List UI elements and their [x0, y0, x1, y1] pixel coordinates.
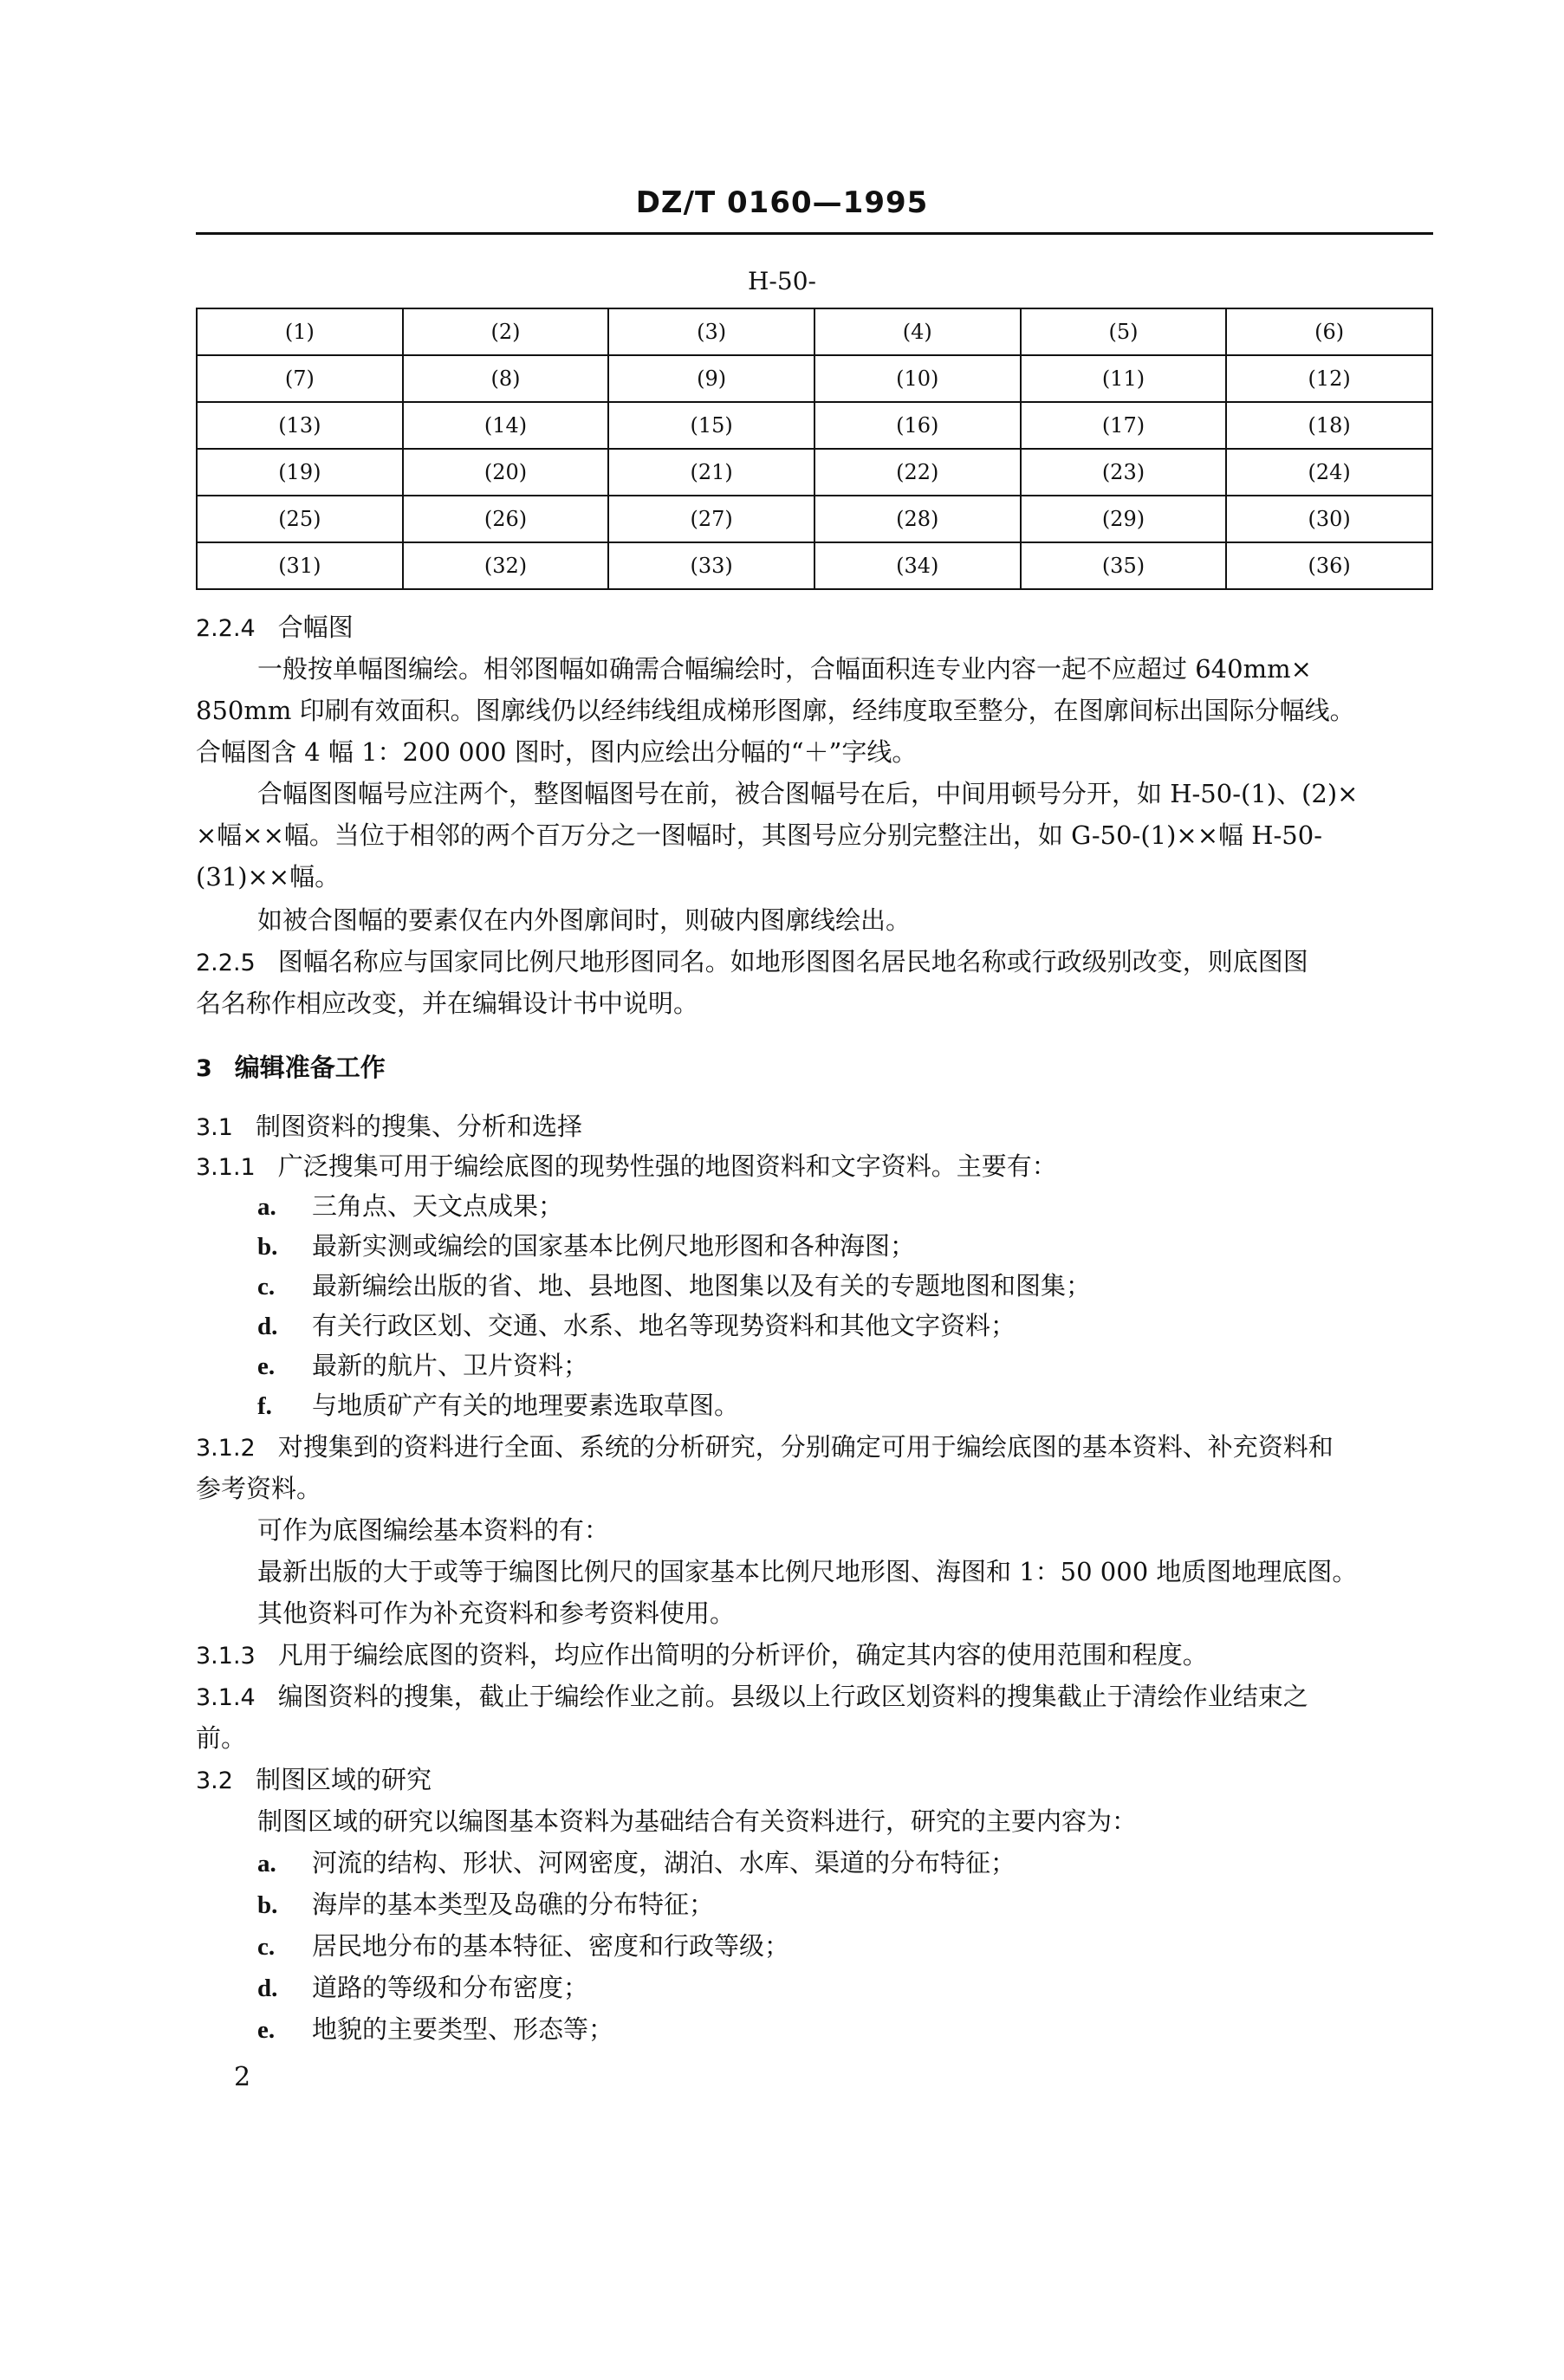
table-cell: (14) [403, 402, 609, 449]
table-cell: (35) [1021, 542, 1227, 589]
paragraph-line: 最新出版的大于或等于编图比例尺的国家基本比例尺地形图、海图和 1：50 000 地质图地理底图。 [257, 1557, 1358, 1586]
section-number: 3.1.3 [196, 1643, 256, 1670]
list-item-text: 最新实测或编绘的国家基本比例尺地形图和各种海图； [312, 1231, 916, 1261]
section-number: 2.2.5 [196, 950, 256, 976]
list-item-text: 地貌的主要类型、形态等； [312, 2014, 614, 2044]
header-rule [196, 232, 1433, 235]
table-cell: (30) [1226, 496, 1432, 542]
list-item-text: 最新编绘出版的省、地、县地图、地图集以及有关的专题地图和图集； [312, 1271, 1092, 1300]
list-item-label: b. [257, 1891, 278, 1919]
paragraph-text: 图幅名称应与国家同比例尺地形图同名。如地形图图名居民地名称或行政级别改变，则底图图 [277, 947, 1308, 976]
paragraph-text: 广泛搜集可用于编绘底图的现势性强的地图资料和文字资料。主要有： [277, 1151, 1057, 1181]
list-item-label: b. [257, 1233, 278, 1261]
table-cell: (12) [1226, 355, 1432, 402]
table-row [197, 449, 1432, 496]
table-cell: (25) [197, 496, 403, 542]
list-item-label: e. [257, 1352, 276, 1380]
section-number: 3.1.4 [196, 1684, 256, 1711]
list-item-text: 河流的结构、形状、河网密度，湖泊、水库、渠道的分布特征； [312, 1848, 1016, 1877]
paragraph-line: 如被合图幅的要素仅在内外图廓间时，则破内图廓线绘出。 [257, 905, 912, 935]
table-cell: (16) [814, 402, 1021, 449]
list-item-label: d. [257, 1975, 278, 2002]
table-cell: (29) [1021, 496, 1227, 542]
page-number: 2 [234, 2062, 251, 2092]
list-item-text: 道路的等级和分布密度； [312, 1973, 589, 2002]
section-number: 3.1 [196, 1114, 233, 1141]
table-cell: (20) [403, 449, 609, 496]
list-item-label: c. [257, 1933, 276, 1961]
table-row [197, 402, 1432, 449]
standard-code-header: DZ/T 0160—1995 [635, 185, 929, 220]
table-cell: (1) [197, 308, 403, 355]
table-cell: (36) [1226, 542, 1432, 589]
chapter-number: 3 [196, 1055, 212, 1082]
paragraph-text: 对搜集到的资料进行全面、系统的分析研究，分别确定可用于编绘底图的基本资料、补充资料和 [277, 1432, 1334, 1462]
paragraph-line: (31)××幅。 [196, 862, 341, 892]
table-cell: (11) [1021, 355, 1227, 402]
paragraph-line: 合幅图含 4 幅 1：200 000 图时，图内应绘出分幅的“＋”字线。 [196, 737, 918, 767]
section-number: 2.2.4 [196, 615, 256, 642]
paragraph-line: ×幅××幅。当位于相邻的两个百万分之一图幅时，其图号应分别完整注出，如 G-50-(1)××幅 H-50- [196, 820, 1323, 850]
table-cell: (9) [608, 355, 814, 402]
table-cell: (7) [197, 355, 403, 402]
table-cell: (15) [608, 402, 814, 449]
paragraph-line: 制图区域的研究以编图基本资料为基础结合有关资料进行，研究的主要内容为： [257, 1806, 1138, 1836]
list-item-text: 居民地分布的基本特征、密度和行政等级； [312, 1931, 790, 1961]
table-cell: (32) [403, 542, 609, 589]
chapter-3-heading [196, 1043, 1444, 1093]
list-item-text: 海岸的基本类型及岛礁的分布特征； [312, 1890, 715, 1919]
paragraph-line: 其他资料可作为补充资料和参考资料使用。 [257, 1599, 736, 1628]
table-row [197, 542, 1432, 589]
list-item-label: a. [257, 1850, 276, 1877]
paragraph-text: 凡用于编绘底图的资料，均应作出简明的分析评价，确定其内容的使用范围和程度。 [277, 1640, 1208, 1670]
table-cell: (23) [1021, 449, 1227, 496]
list-item-text: 与地质矿产有关的地理要素选取草图。 [312, 1391, 740, 1420]
table-cell: (19) [197, 449, 403, 496]
table-cell: (22) [814, 449, 1021, 496]
table-cell: (28) [814, 496, 1021, 542]
list-item-label: a. [257, 1193, 276, 1221]
table-cell: (2) [403, 308, 609, 355]
table-cell: (6) [1226, 308, 1432, 355]
table-cell: (31) [197, 542, 403, 589]
section-title: 合幅图 [277, 613, 354, 642]
list-item-text: 最新的航片、卫片资料； [312, 1351, 589, 1380]
section-number: 3.2 [196, 1767, 233, 1794]
table-cell: (21) [608, 449, 814, 496]
table-cell: (13) [197, 402, 403, 449]
section-number: 3.1.1 [196, 1154, 256, 1181]
table-cell: (17) [1021, 402, 1227, 449]
table-cell: (3) [608, 308, 814, 355]
paragraph-line: 名名称作相应改变，并在编辑设计书中说明。 [196, 989, 699, 1018]
sheet-number-table [196, 308, 1433, 590]
table-row [197, 496, 1432, 542]
table-cell: (4) [814, 308, 1021, 355]
table-cell: (24) [1226, 449, 1432, 496]
table-caption: H-50- [748, 267, 816, 295]
section-number: 3.1.2 [196, 1435, 256, 1462]
paragraph-line: 850mm 印刷有效面积。图廓线仍以经纬线组成梯形图廓，经纬度取至整分，在图廓间标出国际分幅线。 [196, 696, 1355, 725]
list-item-label: d. [257, 1313, 278, 1340]
paragraph-line: 参考资料。 [196, 1474, 322, 1503]
paragraph-line: 可作为底图编绘基本资料的有： [257, 1515, 610, 1545]
list-item-label: e. [257, 2016, 276, 2044]
table-cell: (27) [608, 496, 814, 542]
paragraph-text: 编图资料的搜集，截止于编绘作业之前。县级以上行政区划资料的搜集截止于清绘作业结束之 [277, 1682, 1308, 1711]
table-cell: (33) [608, 542, 814, 589]
table-cell: (26) [403, 496, 609, 542]
section-title: 制图区域的研究 [255, 1765, 432, 1794]
paragraph-line: 一般按单幅图编绘。相邻图幅如确需合幅编绘时，合幅面积连专业内容一起不应超过 640mm× [257, 654, 1312, 684]
list-item-text: 三角点、天文点成果； [312, 1191, 564, 1221]
table-cell: (5) [1021, 308, 1227, 355]
list-item [257, 2005, 1444, 2054]
table-cell: (34) [814, 542, 1021, 589]
paragraph-line: 合幅图图幅号应注两个，整图幅图号在前，被合图幅号在后，中间用顿号分开，如 H-50-(1)、(2)× [257, 779, 1359, 808]
table-cell: (18) [1226, 402, 1432, 449]
table-row [197, 355, 1432, 402]
section-title: 制图资料的搜集、分析和选择 [255, 1112, 582, 1141]
list-item-text: 有关行政区划、交通、水系、地名等现势资料和其他文字资料； [312, 1311, 1016, 1340]
list-item-label: c. [257, 1273, 276, 1300]
table-cell: (8) [403, 355, 609, 402]
table-row [197, 308, 1432, 355]
table-cell: (10) [814, 355, 1021, 402]
list-item-label: f. [257, 1392, 272, 1420]
chapter-title: 编辑准备工作 [234, 1053, 386, 1082]
paragraph-line: 前。 [196, 1723, 247, 1753]
